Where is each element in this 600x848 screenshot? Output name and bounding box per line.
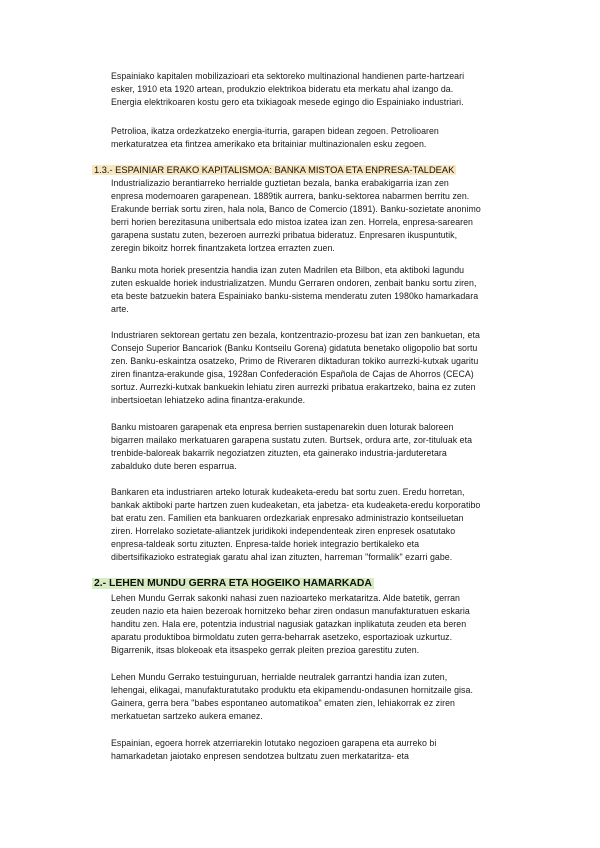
- text-line: bat eratu zen. Familien eta bankuaren ordezkariak enpresako administrazio kontseiluetan: [111, 512, 464, 523]
- paragraph-enterprise-groups: [111, 486, 531, 563]
- paragraph-spain-business: [111, 737, 531, 763]
- highlighted-heading-text: 1.3.- ESPAINIAR ERAKO KAPITALISMOA: BANKA MISTOA ETA ENPRESA-TALDEAK: [94, 165, 455, 175]
- text-line: merkatuetan sartzeko aukera emanez.: [111, 710, 263, 721]
- text-line: handitu zen. Hala ere, potentzia industrial nagusiak gatazkan inplikatuta zeuden eta beren: [111, 618, 467, 629]
- text-line: sortuz. Aurrezki-kutxak bankuekin lehiatu ziren aurrezki pribatua erakartzeko, baina ez zuten: [111, 381, 476, 392]
- highlighted-heading-text: 2.- LEHEN MUNDU GERRA ETA HOGEIKO HAMARKADA: [94, 578, 372, 589]
- text-line: zuten eskualde horiek industrializatzen. Mundu Gerraren ondoren, zenbait banku sortu ziren,: [111, 277, 477, 288]
- text-line: bigarren mailako merkatuaren garapena sustatu zuten. Burtsek, ordura arte, zor-tituluak eta: [111, 434, 473, 445]
- text-line: zabalduko dute beren esparrua.: [111, 460, 237, 471]
- text-line: Industrializazio berantiarreko herrialde guztietan bezala, banka erabakigarria izan zen: [111, 178, 449, 188]
- text-line: ziren. Horrelako sozietate-aliantzek juridikoki independenteak ziren enpresek osatutako: [111, 525, 456, 536]
- text-line: trenbide-baloreak bakarrik negoziatzen zituzten, eta gainerako industria-jarduteretara: [111, 447, 447, 458]
- section-heading-1-3: [92, 164, 456, 176]
- text-line: Lehen Mundu Gerrak sakonki nahasi zuen nazioarteko merkataritza. Alde batetik, gerran: [111, 593, 460, 603]
- text-line: bankak aktiboki parte hartzen zuen kudeaketan, eta jabetza- eta kudeaketa-eredu korporatibo: [111, 499, 481, 510]
- text-line: merkaturatzea eta fintzea amerikako eta britainiar multinazionalen esku zegoen.: [111, 138, 427, 149]
- paragraph-electric-production: [111, 70, 531, 109]
- paragraph-bank-concentration: [111, 329, 531, 406]
- text-line: garapena sustatu zuten, bezeroen aurrezki pribatua bideratuz. Enpresaren ikuspuntutik,: [111, 229, 458, 240]
- text-line: zeregin bikoitz horrek finantzaketa lortzea errazten zuen.: [111, 242, 335, 253]
- text-line: Petrolioa, ikatza ordezkatzeko energia-iturria, garapen bidean zegoen. Petrolioaren: [111, 126, 439, 136]
- text-line: Banku mistoaren garapenak eta enpresa berrien sustapenarekin duen loturak baloreen: [111, 422, 454, 432]
- paragraph-world-war-trade: [111, 592, 531, 657]
- paragraph-industrialization-banking: [111, 177, 531, 254]
- text-line: lehengai, elikagai, manufakturatutako produktu eta ekipamendu-ondasunen hornitzaile gisa.: [111, 684, 473, 695]
- text-line: Consejo Superior Bancariok (Banku Kontseilu Gorena) gidatuta benetako oligopolio bat sortu: [111, 342, 478, 353]
- text-line: esker, 1910 eta 1920 artean, produkzio elektrikoa bideratu eta merkatu ahal izango da.: [111, 83, 454, 94]
- text-line: berri horien berezitasuna unibertsala edo mistoa izatea izan zen. Horrela, enpresa-sarearen: [111, 216, 473, 227]
- text-line: inbertsioetan lehiatzeko adina finantza-erakunde.: [111, 394, 306, 405]
- text-line: Energia elektrikoaren kostu gero eta txikiagoak mesede egingo dio Espainiako industriari.: [111, 96, 464, 107]
- text-line: arte.: [111, 303, 129, 314]
- text-line: enpresa-taldeak sortu zituzten. Enpresa-talde horiek integrazio bertikaleko eta: [111, 538, 420, 549]
- text-line: enpresa modernoaren garapenean. 1889tik aurrera, banku-sektorea nabarmen berritu zen.: [111, 190, 470, 201]
- text-line: Espainian, egoera horrek atzerriarekin lotutako negozioen garapena eta aurreko bi: [111, 738, 437, 748]
- paragraph-neutral-countries: [111, 671, 531, 723]
- text-line: ziren finantza-erakunde gisa, 1928an Confederación Española de Cajas de Ahorros (CECA): [111, 368, 474, 379]
- text-line: zeuden nazio eta haien bezeroak hornitzeko behar ziren ondasun manufakturatuen eskaria: [111, 605, 470, 616]
- text-line: zen. Banku-eskaintza osatzeko, Primo de Riveraren diktaduran tokiko aurrezki-kutxak ugaritu: [111, 355, 479, 366]
- text-line: hamarkadetan jaiotako enpresen sendotzea bultzatu zuen merkataritza- eta: [111, 750, 409, 761]
- text-line: Gainera, gerra bera "babes espontaneo automatikoa" ematen zien, lehiakorrak ez ziren: [111, 697, 455, 708]
- paragraph-madrid-bilbao-banks: [111, 264, 531, 316]
- text-line: Lehen Mundu Gerrako testuinguruan, herrialde neutralek garrantzi handia izan zuten,: [111, 672, 448, 682]
- text-line: eta beste batzuekin batera Espainiako banku-sistema menderatu zuten 1980ko hamarkadara: [111, 290, 479, 301]
- text-line: Banku mota horiek presentzia handia izan zuten Madrilen eta Bilbon, eta aktiboki lagundu: [111, 265, 465, 275]
- text-line: Industriaren sektorean gertatu zen bezala, kontzentrazio-prozesu bat izan zen bankuetan, eta: [111, 330, 480, 340]
- text-line: Bankaren eta industriaren arteko loturak kudeaketa-eredu bat sortu zuen. Eredu horretan,: [111, 487, 465, 497]
- section-heading-2: [92, 577, 374, 590]
- text-line: Erakunde berriak sortu ziren, hala nola, Banco de Comercio (1891). Banku-sozietate anonimo: [111, 203, 481, 214]
- text-line: dibertsifikazioko estrategiak garatu ahal izan zituzten, harreman "formalik" ezarri gabe.: [111, 551, 453, 562]
- text-line: Bigarrenik, itsas blokeoak eta itsaspeko gerrak pleiten prezioa garestitu zuten.: [111, 644, 420, 655]
- paragraph-secondary-market: [111, 421, 531, 473]
- text-line: aparatu produktiboa birmoldatu zuten gerra-beharrak asetzeko, esportazioak uzkurtuz.: [111, 631, 453, 642]
- paragraph-petroleum: [111, 125, 531, 151]
- text-line: Espainiako kapitalen mobilizazioari eta sektoreko multinazional handienen parte-hartzeari: [111, 71, 465, 81]
